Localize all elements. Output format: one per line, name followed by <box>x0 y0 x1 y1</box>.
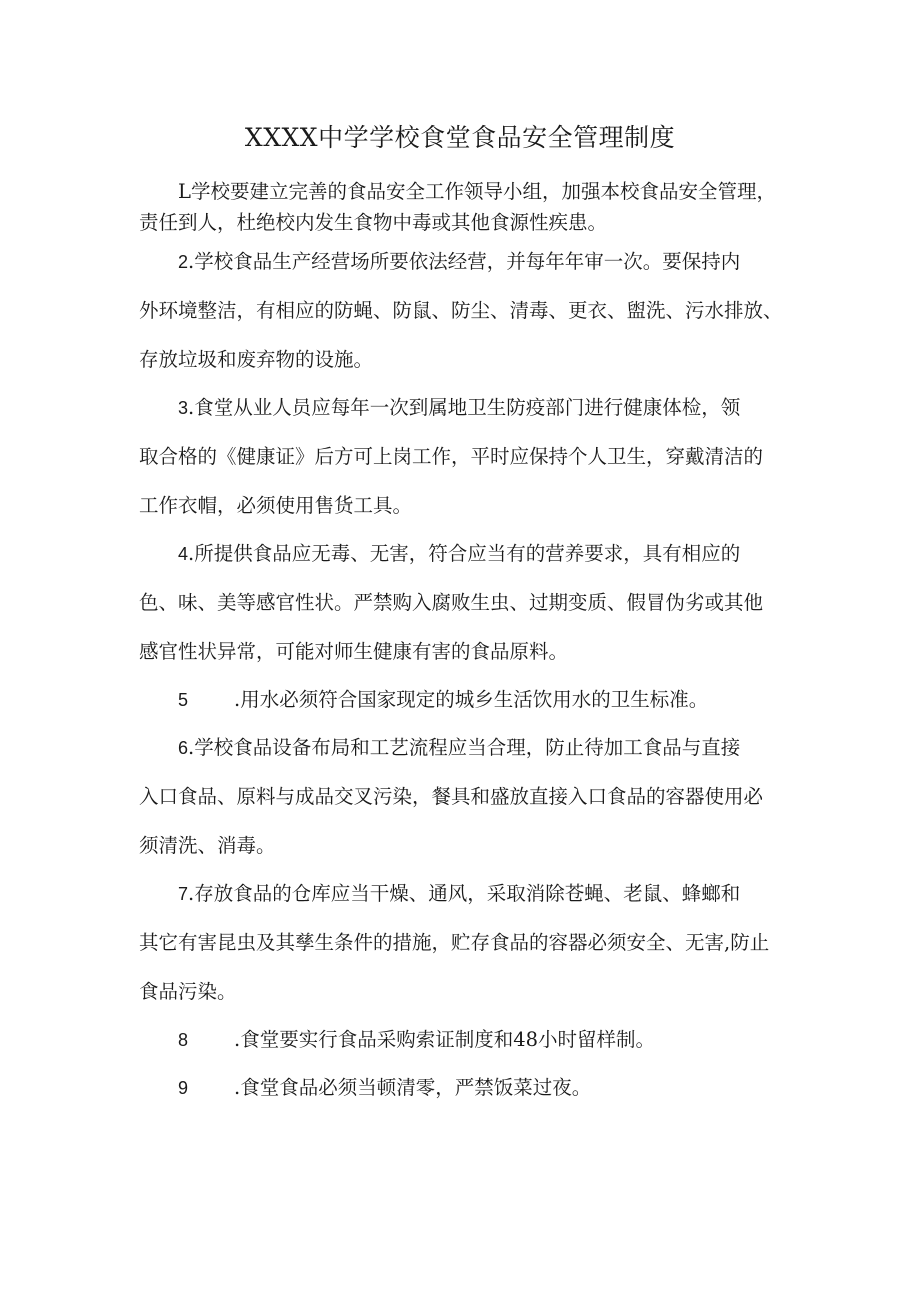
clause-9-number: 9 <box>178 1078 189 1098</box>
clause-2-line-2: 外环境整洁，有相应的防蝇、防鼠、防尘、清毒、更衣、盥洗、污水排放、 <box>139 299 783 322</box>
clause-5 <box>139 675 799 724</box>
clause-6-text-1: .学校食品设备布局和工艺流程应当合理，防止待加工食品与直接 <box>188 736 741 759</box>
clause-3-line-3: 工作衣帽，必须使用售货工具。 <box>139 494 413 517</box>
clause-2-text-1: .学校食品生产经营场所要依法经营，并每年年审一次。要保持内 <box>188 250 741 273</box>
clause-1-line-2: 责任到人，杜绝校内发生食物中毒或其他食源性疾患。 <box>139 211 608 234</box>
clause-5-line-1 <box>139 675 799 724</box>
clause-3-line-2: 取合格的《健康证》后方可上岗工作，平时应保持个人卫生，穿戴清洁的 <box>139 445 764 468</box>
clause-4-line-2: 色、味、美等感官性状。严禁购入腐败生虫、过期变质、假冒伪劣或其他 <box>139 591 764 614</box>
clause-2-line-3: 存放垃圾和废弃物的设施。 <box>139 348 374 371</box>
clause-8 <box>139 1015 799 1064</box>
clause-4-line-3: 感官性状异常，可能对师生健康有害的食品原料。 <box>139 640 569 663</box>
clause-4-text-1: .所提供食品应无毒、无害，符合应当有的营养要求，具有相应的 <box>188 542 741 565</box>
clause-2-number: 2 <box>178 252 189 272</box>
clause-4 <box>139 529 799 676</box>
clause-3 <box>139 383 799 530</box>
document-title: XXXX中学学校食堂食品安全管理制度 <box>244 123 676 152</box>
clause-8-line-1 <box>139 1015 799 1064</box>
clause-4-number: 4 <box>178 544 189 564</box>
clause-9-text-1: .食堂食品必须当顿清零，严禁饭菜过夜。 <box>234 1076 592 1099</box>
clause-7 <box>139 869 799 1016</box>
clause-7-text-1: .存放食品的仓库应当干燥、通风，采取消除苍蝇、老鼠、蜂螂和 <box>188 882 741 905</box>
clause-5-number: 5 <box>178 690 189 710</box>
clause-2-line-1 <box>139 237 799 286</box>
clause-6 <box>139 723 799 870</box>
clause-5-text-1: .用水必须符合国家现定的城乡生活饮用水的卫生标准。 <box>234 688 709 711</box>
clause-6-line-1 <box>139 723 799 772</box>
clause-6-line-2: 入口食品、原料与成品交叉污染，餐具和盛放直接入口食品的容器使用必 <box>139 785 764 808</box>
clause-7-number: 7 <box>178 884 189 904</box>
clause-7-line-2: 其它有害昆虫及其孳生条件的措施，贮存食品的容器必须安全、无害,防止 <box>139 931 770 954</box>
clause-3-line-1 <box>139 383 799 432</box>
clause-9 <box>139 1063 799 1112</box>
clause-7-line-3: 食品污染。 <box>139 980 237 1003</box>
clause-6-number: 6 <box>178 738 189 758</box>
clause-8-text-1: .食堂要实行食品采购索证制度和48小时留样制。 <box>234 1028 656 1051</box>
clause-8-number: 8 <box>178 1030 189 1050</box>
clause-2 <box>139 237 799 384</box>
clause-6-line-3: 须清洗、消毒。 <box>139 834 276 857</box>
clause-1 <box>139 176 799 238</box>
clause-3-text-1: .食堂从业人员应每年一次到属地卫生防疫部门进行健康体检，领 <box>188 396 741 419</box>
clause-1-line-1: L学校要建立完善的食品安全工作领导小组，加强本校食品安全管理， <box>178 180 776 203</box>
clause-9-line-1 <box>139 1063 799 1112</box>
clause-3-number: 3 <box>178 398 189 418</box>
clause-4-line-1 <box>139 529 799 578</box>
clause-7-line-1 <box>139 869 799 918</box>
